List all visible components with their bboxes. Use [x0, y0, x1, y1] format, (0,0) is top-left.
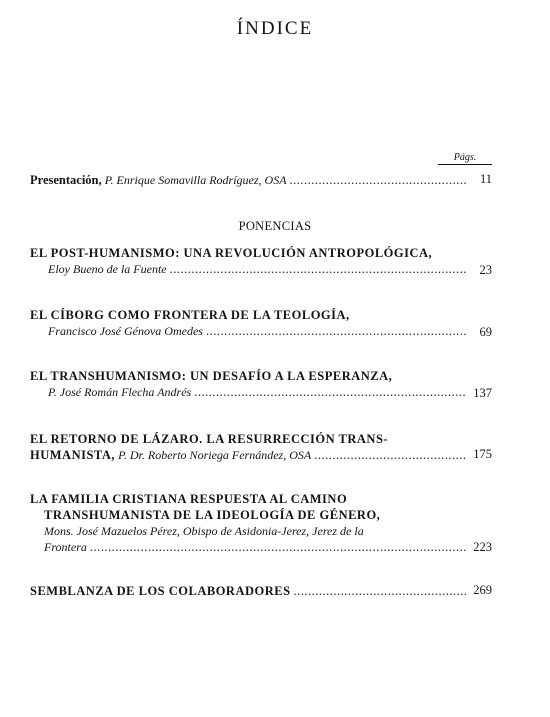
toc-entry-presentacion[interactable]: [30, 172, 470, 188]
entry-title-line1: LA FAMILIA CRISTIANA RESPUESTA AL CAMINO: [30, 492, 348, 506]
toc-entry-post-humanismo[interactable]: [30, 245, 470, 277]
entry-title: EL CÍBORG COMO FRONTERA DE LA TEOLOGÍA,: [30, 308, 350, 322]
entry-author: P. Enrique Somavilla Rodríguez, OSA: [104, 173, 287, 187]
entry-title-line2: HUMANISTA,: [30, 448, 115, 462]
section-heading-ponencias: PONENCIAS: [238, 219, 312, 233]
page-number: 137: [473, 386, 492, 400]
dot-leader: [206, 323, 467, 339]
page-number: 269: [473, 583, 492, 597]
page-title: ÍNDICE: [236, 18, 314, 39]
entry-title-line2: TRANSHUMANISTA DE LA IDEOLOGÍA DE GÉNERO,: [44, 508, 381, 522]
entry-title: EL POST-HUMANISMO: UNA REVOLUCIÓN ANTROPOLÓGICA,: [30, 246, 433, 260]
toc-entry-lazaro[interactable]: [30, 431, 470, 463]
toc-entry-semblanza[interactable]: [30, 583, 470, 599]
page-number: 175: [473, 447, 492, 461]
page-number: 23: [479, 263, 492, 277]
page-number: 11: [479, 172, 492, 186]
entry-title: Presentación,: [30, 173, 102, 187]
entry-title: SEMBLANZA DE LOS COLABORADORES: [30, 584, 291, 598]
pages-column-header: Págs.: [438, 152, 492, 165]
toc-entry-familia-cristiana[interactable]: [30, 491, 470, 555]
page-number: 69: [479, 325, 492, 339]
entry-author-line1: Mons. José Mazuelos Pérez, Obispo de Asidonia-Jerez, Jerez de la: [44, 524, 364, 538]
entry-author: Francisco José Génova Omedes: [48, 324, 203, 338]
toc-entry-ciborg[interactable]: [30, 307, 470, 339]
dot-leader: [90, 539, 467, 555]
dot-leader: [194, 384, 467, 400]
toc-entry-transhumanismo[interactable]: [30, 368, 470, 400]
entry-author: Eloy Bueno de la Fuente: [48, 262, 167, 276]
entry-author: P. Dr. Roberto Noriega Fernández, OSA: [118, 448, 312, 462]
entry-author-line2: Frontera: [44, 540, 87, 554]
dot-leader: [170, 261, 467, 277]
entry-title: EL TRANSHUMANISMO: UN DESAFÍO A LA ESPERANZA,: [30, 369, 393, 383]
entry-title-line1: EL RETORNO DE LÁZARO. LA RESURRECCIÓN TRANS-: [30, 432, 389, 446]
page-number: 223: [473, 540, 492, 554]
entry-author: P. José Román Flecha Andrés: [48, 385, 192, 399]
